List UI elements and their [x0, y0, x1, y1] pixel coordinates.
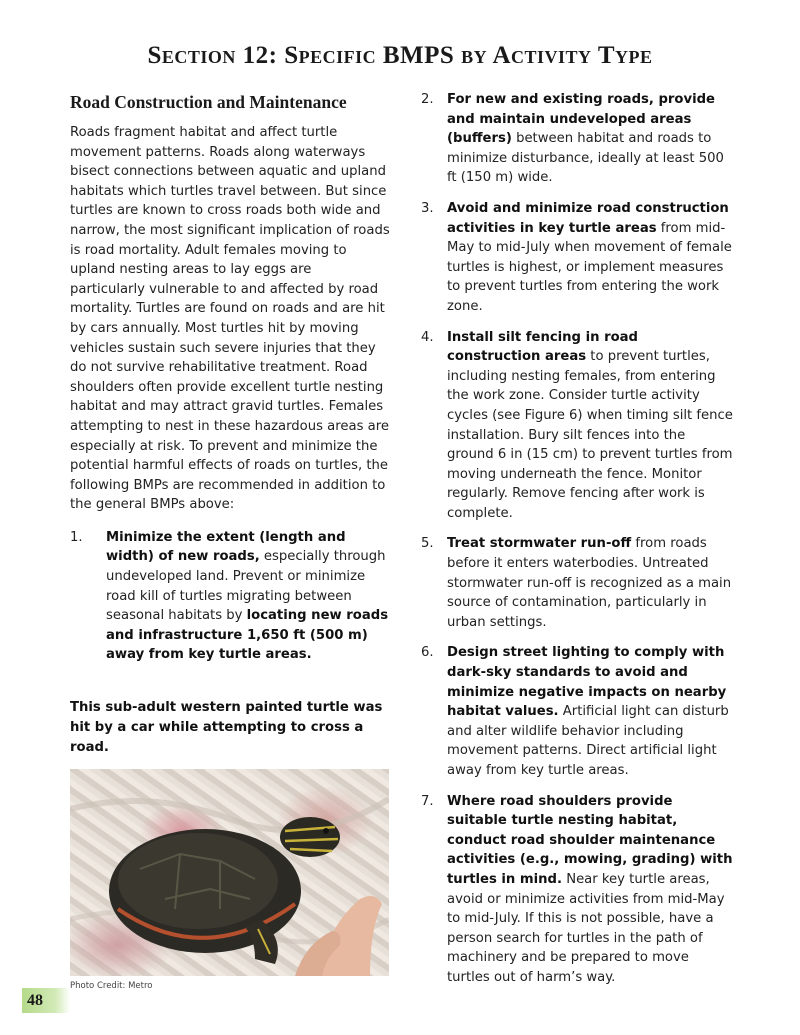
list-item-text: from roads before it enters waterbodies. Untreated stormwater run-off is recognized as a main source of contamination, particularly in urban settings. [447, 536, 732, 630]
list-item-number: 4. [421, 329, 434, 345]
list-item [70, 528, 390, 665]
list-item [421, 199, 733, 317]
turtle-photo [70, 769, 389, 976]
list-item-bold-2: locating new roads and infrastructure 1,650 ft (500 m) away from key turtle areas. [106, 608, 389, 663]
list-item-bold: Where road shoulders provide suitable turtle nesting habitat, conduct road shoulder maintenance activities (e.g., mowing, grading) with turtles in mind. [447, 793, 733, 887]
list-item [421, 643, 733, 780]
list-item-text: Near key turtle areas, avoid or minimize activities from mid-May to mid-July. If this is not possible, have a person search for turtles in the path of machinery and be prepared to move turtles out of harm’s way. [447, 871, 725, 985]
list-item-bold: Avoid and minimize road construction activities in key turtle areas [447, 200, 729, 236]
right-column [421, 90, 733, 999]
left-column [70, 90, 390, 991]
list-item-number: 5. [421, 536, 434, 552]
list-item-text: to prevent turtles, including nesting females, from entering the work zone. Consider turtle activity cycles (see Figure 6) when timing silt fence installation. Bury silt fences into the ground 6 in (15 cm) to prevent turtles from moving underneath the fence. Monitor regularly. Remove fencing after work is complete. [447, 349, 733, 521]
list-item-bold: For new and existing roads, provide and maintain undeveloped areas (buffers) [447, 92, 715, 147]
list-item [421, 90, 733, 188]
list-item-bold: Design street lighting to comply with dark-sky standards to avoid and minimize negative impacts on nearby habitat values. [447, 645, 727, 720]
list-item-text: Artificial light can disturb and alter wildlife behavior including movement patterns. Direct artificial light away from key turtle areas. [447, 704, 729, 778]
list-item [421, 534, 733, 632]
list-item-bold: Minimize the extent (length and width) of new roads, [106, 529, 346, 565]
list-item-text: especially through undeveloped land. Prevent or minimize road kill of turtles migrating between seasonal habitats by [106, 549, 386, 624]
section-title: Section 12: Specific BMPS by Activity Type [147, 42, 653, 69]
list-item-bold: Install silt fencing in road construction areas [447, 329, 638, 365]
page-number: 48 [22, 988, 70, 1013]
intro-paragraph: Roads fragment habitat and affect turtle movement patterns. Roads along waterways bisect connections between aquatic and upland habitats which turtles travel between. But since turtles are known to cross roads both wide and narrow, the most significant implication of roads is road mortality. Adult females moving to upland nesting areas to lay eggs are particularly vulnerable to and affected by road mortality. Turtles are found on roads and are hit by cars annually. Most turtles hit by moving vehicles sustain such severe injuries that they do not survive rehabilitative treatment. Road shoulders often provide excellent turtle nesting habitat and may attract gravid turtles. Females attempting to nest in these hazardous areas are especially at risk. To prevent and minimize the potential harmful effects of roads on turtles, the following BMPs are recommended in addition to the general BMPs above: [70, 125, 390, 513]
list-item-number: 6. [421, 645, 434, 661]
list-item-number: 2. [421, 92, 434, 107]
list-item-number: 7. [421, 793, 434, 809]
bmp-list-left [70, 528, 390, 665]
list-item [421, 792, 733, 988]
photo-caption: This sub-adult western painted turtle was hit by a car while attempting to cross a road. [70, 700, 383, 756]
list-item-number: 1. [70, 529, 83, 545]
list-item-text: between habitat and roads to minimize disturbance, ideally at least 500 ft (150 m) wide. [447, 131, 724, 186]
bmp-list-right [421, 90, 733, 988]
list-item-bold: Treat stormwater run-off [447, 536, 632, 552]
subheading: Road Construction and Maintenance [70, 92, 347, 112]
list-item-number: 3. [421, 200, 434, 216]
list-item [421, 328, 733, 524]
photo-credit: Photo Credit: Metro [70, 981, 153, 992]
list-item-text: from mid-May to mid-July when movement of female turtles is highest, or implement measures to prevent turtles from entering the work zone. [447, 220, 732, 314]
